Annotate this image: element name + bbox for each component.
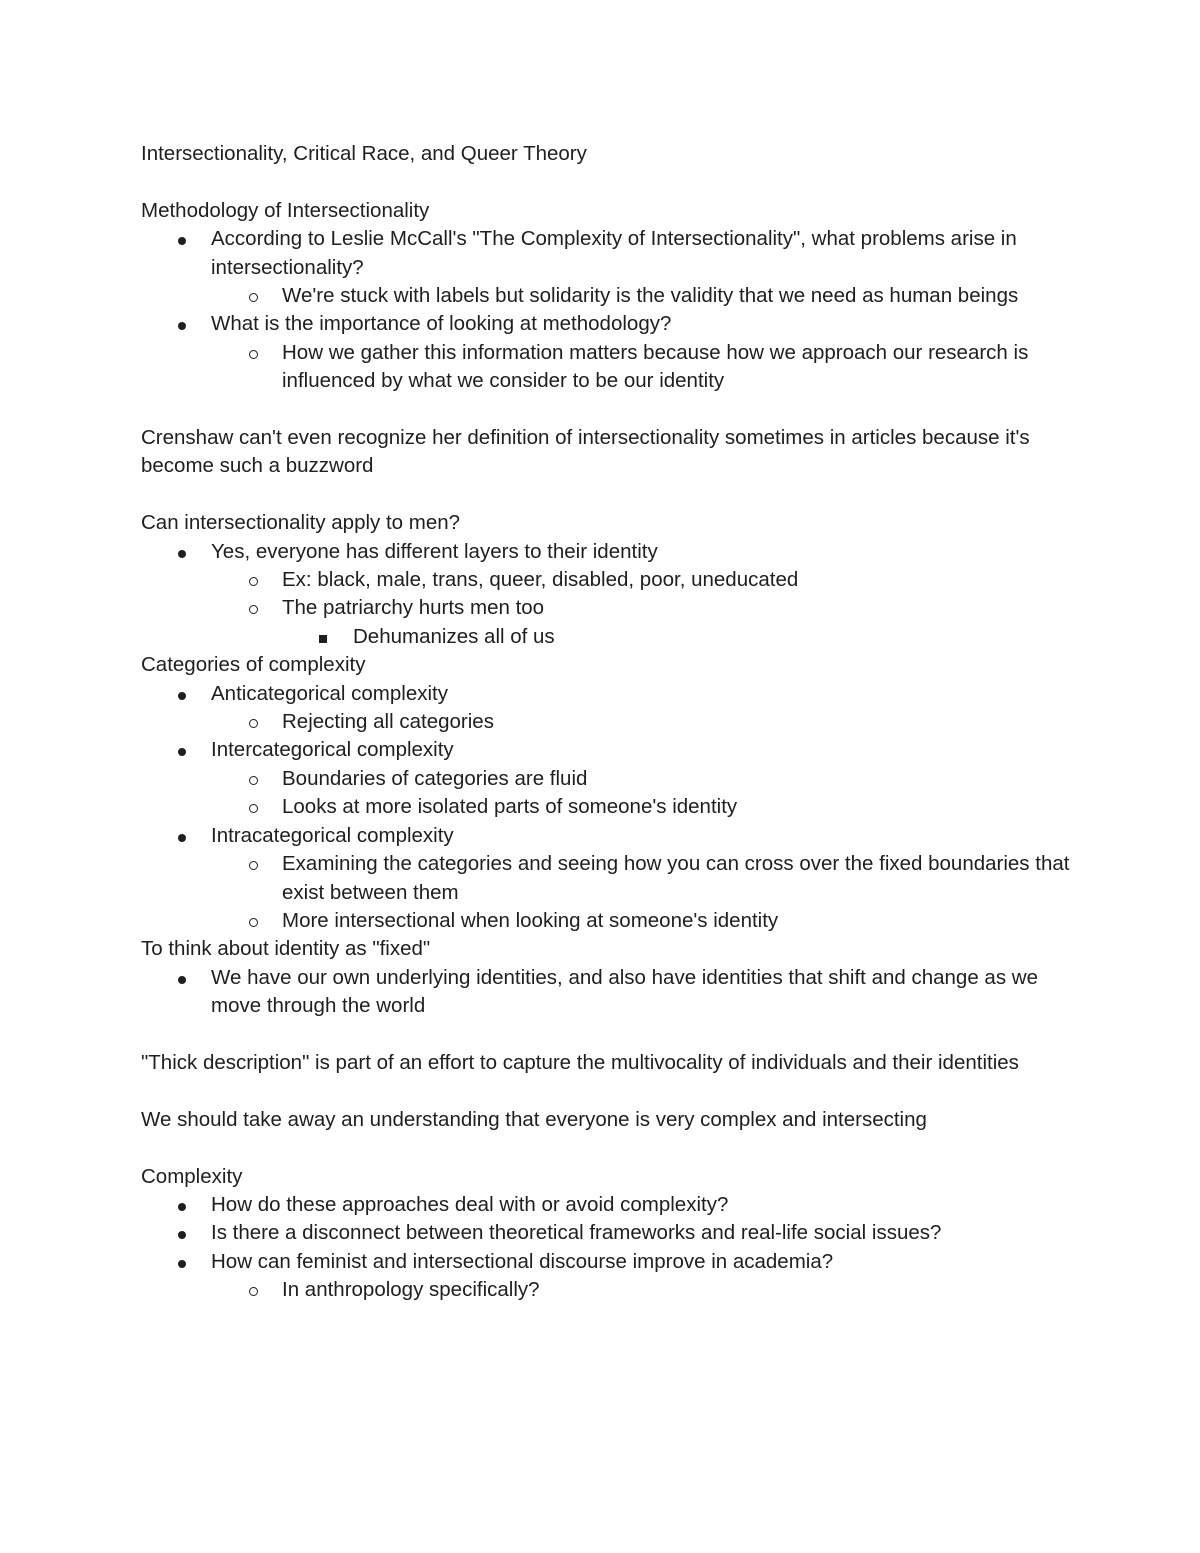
list-item-text: How do these approaches deal with or avoid complexity? — [211, 1192, 729, 1216]
list-item-level-1 — [141, 538, 1071, 566]
paragraph: To think about identity as "fixed" — [141, 937, 431, 961]
list-item-text: Rejecting all categories — [282, 710, 494, 734]
filled-bullet-icon — [178, 1191, 186, 1219]
bullet-mark — [249, 776, 258, 785]
list-item-level-1 — [141, 822, 1071, 850]
list-item-level-1 — [141, 1219, 1071, 1247]
list-item-text: We have our own underlying identities, and also have identities that shift and change as we move through the world — [211, 965, 1038, 1018]
list-item-text: Boundaries of categories are fluid — [282, 766, 588, 790]
bullet-mark — [249, 577, 258, 586]
list-item-level-2 — [141, 282, 1071, 310]
hollow-bullet-icon — [249, 907, 258, 935]
bullet-mark — [249, 861, 258, 870]
list-item-level-2 — [141, 566, 1071, 594]
list-item-text: Yes, everyone has different layers to their identity — [211, 539, 658, 563]
hollow-bullet-icon — [249, 793, 258, 821]
blank-line — [141, 1021, 1071, 1049]
list-item-text: What is the importance of looking at methodology? — [211, 312, 672, 336]
document-body — [141, 140, 1071, 1305]
bullet-mark — [249, 719, 258, 728]
filled-bullet-icon — [178, 736, 186, 764]
list-item-text: Is there a disconnect between theoretical frameworks and real-life social issues? — [211, 1221, 942, 1245]
list-item-level-2 — [141, 339, 1071, 396]
list-item-text: How we gather this information matters because how we approach our research is influenced by what we consider to be our identity — [282, 340, 1029, 393]
square-bullet-icon — [319, 623, 327, 651]
filled-bullet-icon — [178, 1219, 186, 1247]
list-item-level-1 — [141, 310, 1071, 338]
hollow-bullet-icon — [249, 850, 258, 878]
paragraph: Crenshaw can't even recognize her definition of intersectionality sometimes in articles because it's become such a buzzword — [141, 426, 1030, 478]
bullet-mark — [249, 293, 258, 302]
filled-bullet-icon — [178, 538, 186, 566]
blank-line — [141, 1077, 1071, 1105]
paragraph: Can intersectionality apply to men? — [141, 511, 461, 535]
bullet-mark — [178, 1231, 186, 1239]
list-item-level-1 — [141, 1248, 1071, 1276]
list-item-level-3 — [141, 623, 1071, 651]
hollow-bullet-icon — [249, 1276, 258, 1304]
list-item-level-1 — [141, 964, 1071, 1021]
list-item-level-1 — [141, 225, 1071, 282]
document-content — [141, 168, 1071, 1304]
hollow-bullet-icon — [249, 765, 258, 793]
bullet-mark — [319, 635, 327, 643]
bullet-mark — [178, 748, 186, 756]
list-item-text: Intercategorical complexity — [211, 738, 454, 762]
bullet-mark — [178, 550, 186, 558]
filled-bullet-icon — [178, 1248, 186, 1276]
list-item-text: In anthropology specifically? — [282, 1278, 540, 1302]
bullet-mark — [249, 350, 258, 359]
list-item-level-2 — [141, 907, 1071, 935]
hollow-bullet-icon — [249, 339, 258, 367]
bullet-mark — [178, 692, 186, 700]
list-item-level-1 — [141, 680, 1071, 708]
bullet-mark — [178, 976, 186, 984]
paragraph: "Thick description" is part of an effort to capture the multivocality of individuals and their identities — [141, 1050, 1019, 1074]
hollow-bullet-icon — [249, 594, 258, 622]
list-item-text: How can feminist and intersectional discourse improve in academia? — [211, 1249, 834, 1273]
bullet-mark — [249, 804, 258, 813]
blank-line — [141, 396, 1071, 424]
list-item-text: Examining the categories and seeing how you can cross over the fixed boundaries that exist between them — [282, 852, 1070, 904]
list-item-text: Dehumanizes all of us — [353, 624, 555, 648]
filled-bullet-icon — [178, 822, 186, 850]
paragraph: Complexity — [141, 1164, 243, 1188]
filled-bullet-icon — [178, 225, 186, 253]
bullet-mark — [178, 1260, 186, 1268]
list-item-text: Looks at more isolated parts of someone's identity — [282, 795, 738, 819]
list-item-text: Intracategorical complexity — [211, 823, 454, 847]
list-item-text: Anticategorical complexity — [211, 681, 448, 705]
paragraph: Methodology of Intersectionality — [141, 198, 430, 222]
bullet-mark — [249, 605, 258, 614]
list-item-level-2 — [141, 793, 1071, 821]
document-title: Intersectionality, Critical Race, and Queer Theory — [141, 142, 587, 165]
bullet-mark — [178, 834, 186, 842]
list-item-level-2 — [141, 708, 1071, 736]
filled-bullet-icon — [178, 964, 186, 992]
blank-line — [141, 1134, 1071, 1162]
list-item-level-2 — [141, 594, 1071, 622]
list-item-level-2 — [141, 765, 1071, 793]
blank-line — [141, 481, 1071, 509]
list-item-text: More intersectional when looking at someone's identity — [282, 908, 779, 932]
bullet-mark — [249, 1287, 258, 1296]
list-item-level-1 — [141, 736, 1071, 764]
list-item-level-1 — [141, 1191, 1071, 1219]
hollow-bullet-icon — [249, 282, 258, 310]
blank-line — [141, 168, 1071, 196]
paragraph: We should take away an understanding that everyone is very complex and intersecting — [141, 1107, 927, 1131]
bullet-mark — [249, 918, 258, 927]
hollow-bullet-icon — [249, 566, 258, 594]
hollow-bullet-icon — [249, 708, 258, 736]
bullet-mark — [178, 322, 186, 330]
list-item-level-2 — [141, 850, 1071, 907]
list-item-level-2 — [141, 1276, 1071, 1304]
list-item-text: We're stuck with labels but solidarity is the validity that we need as human beings — [282, 284, 1019, 308]
bullet-mark — [178, 1203, 186, 1211]
filled-bullet-icon — [178, 310, 186, 338]
list-item-text: Ex: black, male, trans, queer, disabled, poor, uneducated — [282, 568, 799, 592]
list-item-text: According to Leslie McCall's "The Complexity of Intersectionality", what problems arise in intersectionality? — [211, 227, 1017, 279]
paragraph: Categories of complexity — [141, 653, 366, 677]
list-item-text: The patriarchy hurts men too — [282, 596, 545, 620]
bullet-mark — [178, 237, 186, 245]
filled-bullet-icon — [178, 680, 186, 708]
